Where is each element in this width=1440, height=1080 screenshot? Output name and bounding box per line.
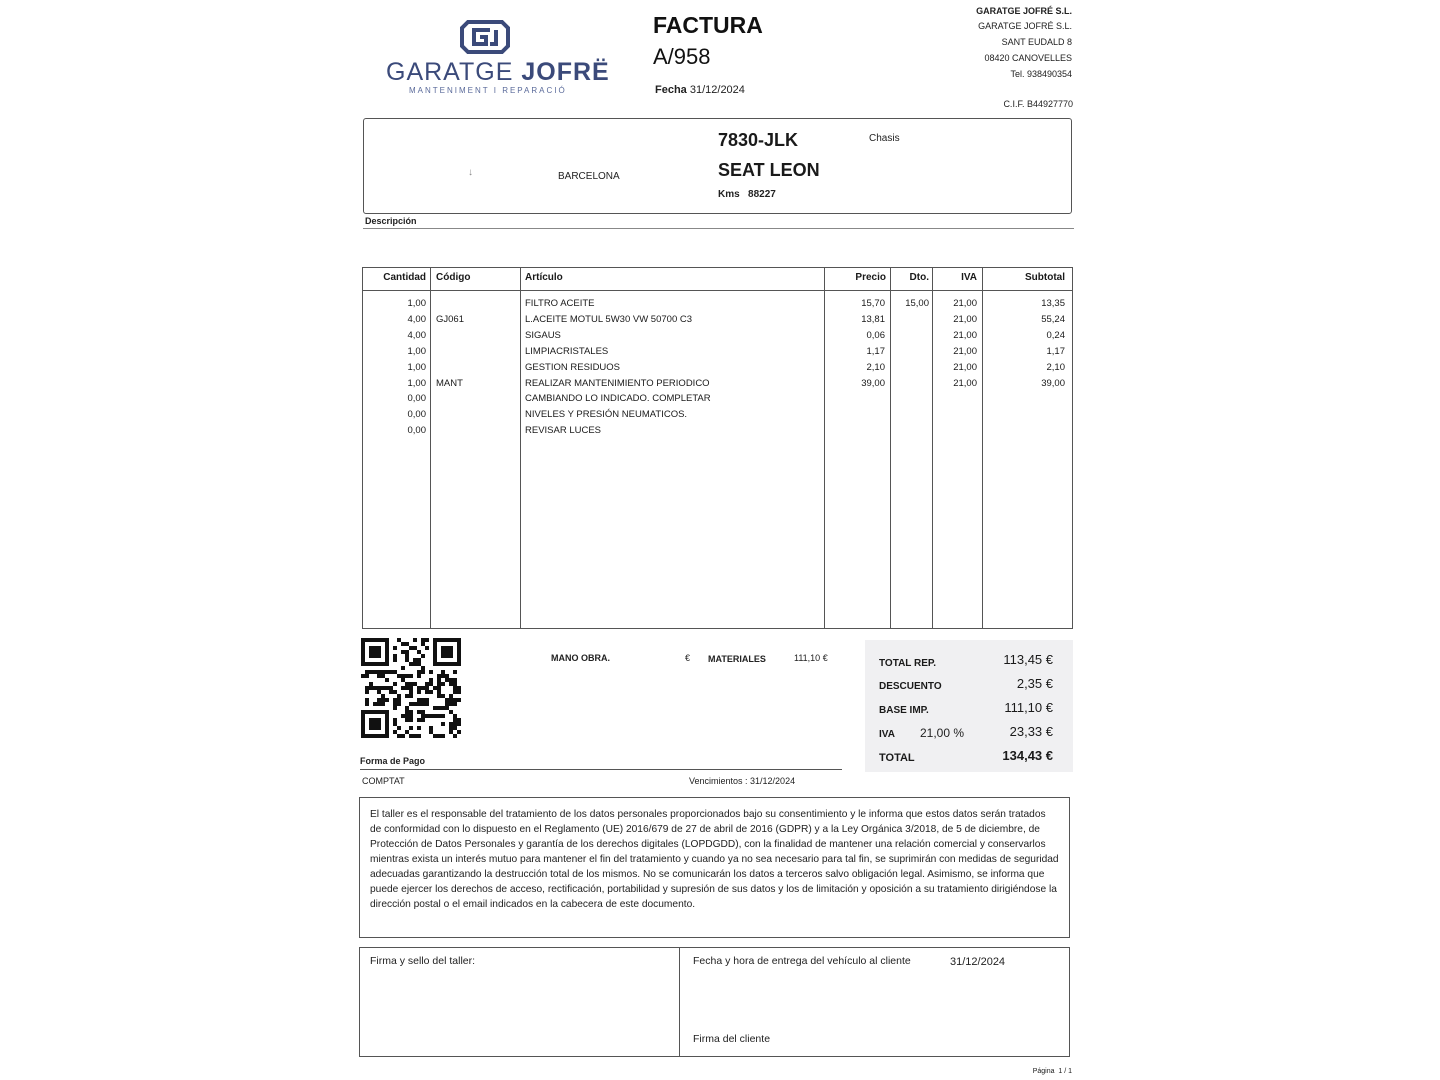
legal-notice-box	[359, 797, 1070, 938]
cell-cantidad: 1,00	[407, 377, 426, 389]
cell-cantidad: 4,00	[407, 329, 426, 341]
signature-divider	[679, 948, 680, 1056]
invoice-title: FACTURA	[653, 12, 763, 38]
company-cif: C.I.F. B44927770	[1003, 99, 1073, 109]
table-row	[363, 344, 1072, 360]
cell-articulo: NIVELES Y PRESIÓN NEUMATICOS.	[525, 409, 688, 421]
header-cantidad: Cantidad	[383, 272, 426, 283]
cell-precio: 0,06	[866, 329, 885, 341]
cell-articulo: FILTRO ACEITE	[525, 298, 595, 309]
base-imp-value: 111,10 €	[1004, 700, 1053, 715]
customer-mark: ↓	[468, 167, 473, 178]
cell-cantidad: 4,00	[407, 313, 426, 325]
cell-precio: 1,17	[866, 345, 885, 357]
qr-code-icon	[360, 637, 462, 739]
table-row	[363, 360, 1072, 376]
vehicle-model: SEAT LEON	[718, 160, 820, 180]
invoice-number: A/958	[653, 44, 711, 69]
cell-articulo: CAMBIANDO LO INDICADO. COMPLETAR	[525, 393, 711, 405]
payment-method: COMPTAT	[362, 776, 405, 786]
materiales-label: MATERIALES	[708, 654, 766, 664]
descuento-label: DESCUENTO	[879, 681, 942, 692]
total-label: TOTAL	[879, 752, 915, 764]
logo	[386, 14, 610, 95]
table-row	[363, 376, 1072, 392]
cell-cantidad: 1,00	[407, 345, 426, 357]
payment-due: Vencimientos : 31/12/2024	[689, 776, 796, 786]
cell-articulo: L.ACEITE MOTUL 5W30 VW 50700 C3	[525, 313, 693, 325]
cell-precio: 2,10	[866, 361, 885, 373]
delivery-label: Fecha y hora de entrega del vehículo al cliente	[693, 955, 911, 967]
cell-iva: 21,00	[953, 313, 977, 325]
cell-cantidad: 1,00	[407, 298, 426, 309]
payment-underline	[360, 769, 842, 770]
table-row	[363, 296, 1072, 312]
table-row	[363, 391, 1072, 407]
cell-cantidad: 0,00	[407, 393, 426, 405]
total-rep-value: 113,45 €	[1003, 652, 1053, 667]
cell-subtotal: 2,10	[1046, 361, 1065, 373]
customer-vehicle-box	[363, 118, 1072, 214]
cell-precio: 15,70	[861, 298, 885, 309]
vehicle-chassis-label: Chasis	[869, 133, 900, 144]
client-signature-label: Firma del cliente	[693, 1033, 771, 1045]
cell-articulo: LIMPIACRISTALES	[525, 345, 609, 357]
cell-articulo: GESTION RESIDUOS	[525, 361, 621, 373]
header-articulo: Artículo	[525, 272, 563, 283]
customer-city: BARCELONA	[558, 171, 620, 182]
descuento-value: 2,35 €	[1016, 676, 1053, 691]
cell-subtotal: 13,35	[1041, 298, 1065, 309]
payment-label: Forma de Pago	[360, 756, 426, 766]
header-subtotal: Subtotal	[1025, 272, 1065, 283]
iva-value: 23,33 €	[1009, 724, 1053, 739]
company-line1: GARATGE JOFRÉ S.L.	[976, 6, 1072, 16]
vehicle-kms: Kms 88227	[718, 189, 776, 200]
cell-codigo: MANT	[436, 377, 463, 389]
cell-cantidad: 0,00	[407, 425, 426, 437]
page-number: Página 1 / 1	[1032, 1068, 1072, 1075]
cell-subtotal: 0,24	[1046, 329, 1065, 341]
header-precio: Precio	[855, 272, 886, 283]
items-table	[362, 267, 1073, 629]
iva-label: IVA	[879, 729, 895, 740]
description-label: Descripción	[365, 216, 417, 226]
cell-dto: 15,00	[905, 298, 929, 309]
totals-panel	[865, 640, 1073, 772]
cell-subtotal: 55,24	[1041, 313, 1065, 325]
table-row	[363, 312, 1072, 328]
header-iva: IVA	[961, 272, 977, 283]
delivery-date: 31/12/2024	[950, 956, 1006, 968]
cell-cantidad: 0,00	[407, 409, 426, 421]
cell-iva: 21,00	[953, 298, 977, 309]
signature-box	[359, 947, 1070, 1057]
cell-subtotal: 1,17	[1046, 345, 1065, 357]
cell-codigo: GJ061	[436, 313, 464, 325]
cell-subtotal: 39,00	[1041, 377, 1065, 389]
legal-text: El taller es el responsable del tratamiento de los datos personales proporcionados bajo su consentimiento y le informa que estos datos serán tratados de conformidad con lo dispuesto en el Reglamento (UE) 2016/679 de 27 de abril de 2016 (GDPR) y a la Ley Orgánica 3/2018, de 5 de diciembre, de Protección de Datos Personales y garantía de los derechos digitales (LOPDGDD), con la finalidad de mantener una relación comercial y conservarlos mientras exista un interés mutuo para mantener el fin del tratamiento y cuando ya no sea necesario para tal fin, se suprimirán con medidas de seguridad adecuadas garantizando la destrucción total de los mismos. No se comunicarán los datos a terceros salvo obligación legal. Asimismo, se informa que puede ejercer los derechos de acceso, rectificación, portabilidad y supresión de sus datos y los de limitación y oposición a su tratamiento dirigiéndose la dirección postal o el email indicados en la cabecera de este documento.	[370, 809, 1059, 910]
invoice-date: Fecha 31/12/2024	[655, 84, 745, 96]
cell-articulo: REVISAR LUCES	[525, 425, 602, 437]
vehicle-plate: 7830-JLK	[718, 130, 799, 150]
cell-cantidad: 1,00	[407, 361, 426, 373]
iva-percent: 21,00 %	[920, 726, 965, 740]
header-codigo: Código	[436, 272, 471, 283]
cell-iva: 21,00	[953, 377, 977, 389]
table-row	[363, 407, 1072, 423]
mano-obra-currency: €	[685, 653, 691, 663]
header-dto: Dto.	[909, 272, 929, 283]
mano-obra-label: MANO OBRA.	[551, 653, 610, 663]
cell-iva: 21,00	[953, 329, 977, 341]
logo-tagline: MANTENIMENT I REPARACIÓ	[409, 86, 567, 95]
company-phone: Tel. 938490354	[1010, 69, 1072, 79]
company-city: 08420 CANOVELLES	[984, 53, 1072, 63]
table-row	[363, 328, 1072, 344]
table-row	[363, 423, 1072, 439]
cell-precio: 13,81	[861, 313, 885, 325]
company-line2: GARATGE JOFRÉ S.L.	[978, 21, 1072, 31]
total-value: 134,43 €	[1002, 748, 1053, 763]
cell-iva: 21,00	[953, 345, 977, 357]
cell-articulo: REALIZAR MANTENIMIENTO PERIODICO	[525, 377, 710, 389]
description-underline	[363, 228, 1074, 229]
materiales-value: 111,10 €	[794, 653, 828, 663]
total-rep-label: TOTAL REP.	[879, 658, 937, 669]
logo-mark-icon	[458, 18, 512, 56]
cell-precio: 39,00	[861, 377, 885, 389]
logo-name: GARATGE JOFRË	[386, 58, 610, 86]
cell-articulo: SIGAUS	[525, 329, 561, 341]
company-address: SANT EUDALD 8	[1001, 37, 1072, 47]
workshop-signature-label: Firma y sello del taller:	[370, 955, 476, 967]
table-header-divider	[363, 290, 1072, 291]
base-imp-label: BASE IMP.	[879, 705, 929, 716]
cell-iva: 21,00	[953, 361, 977, 373]
